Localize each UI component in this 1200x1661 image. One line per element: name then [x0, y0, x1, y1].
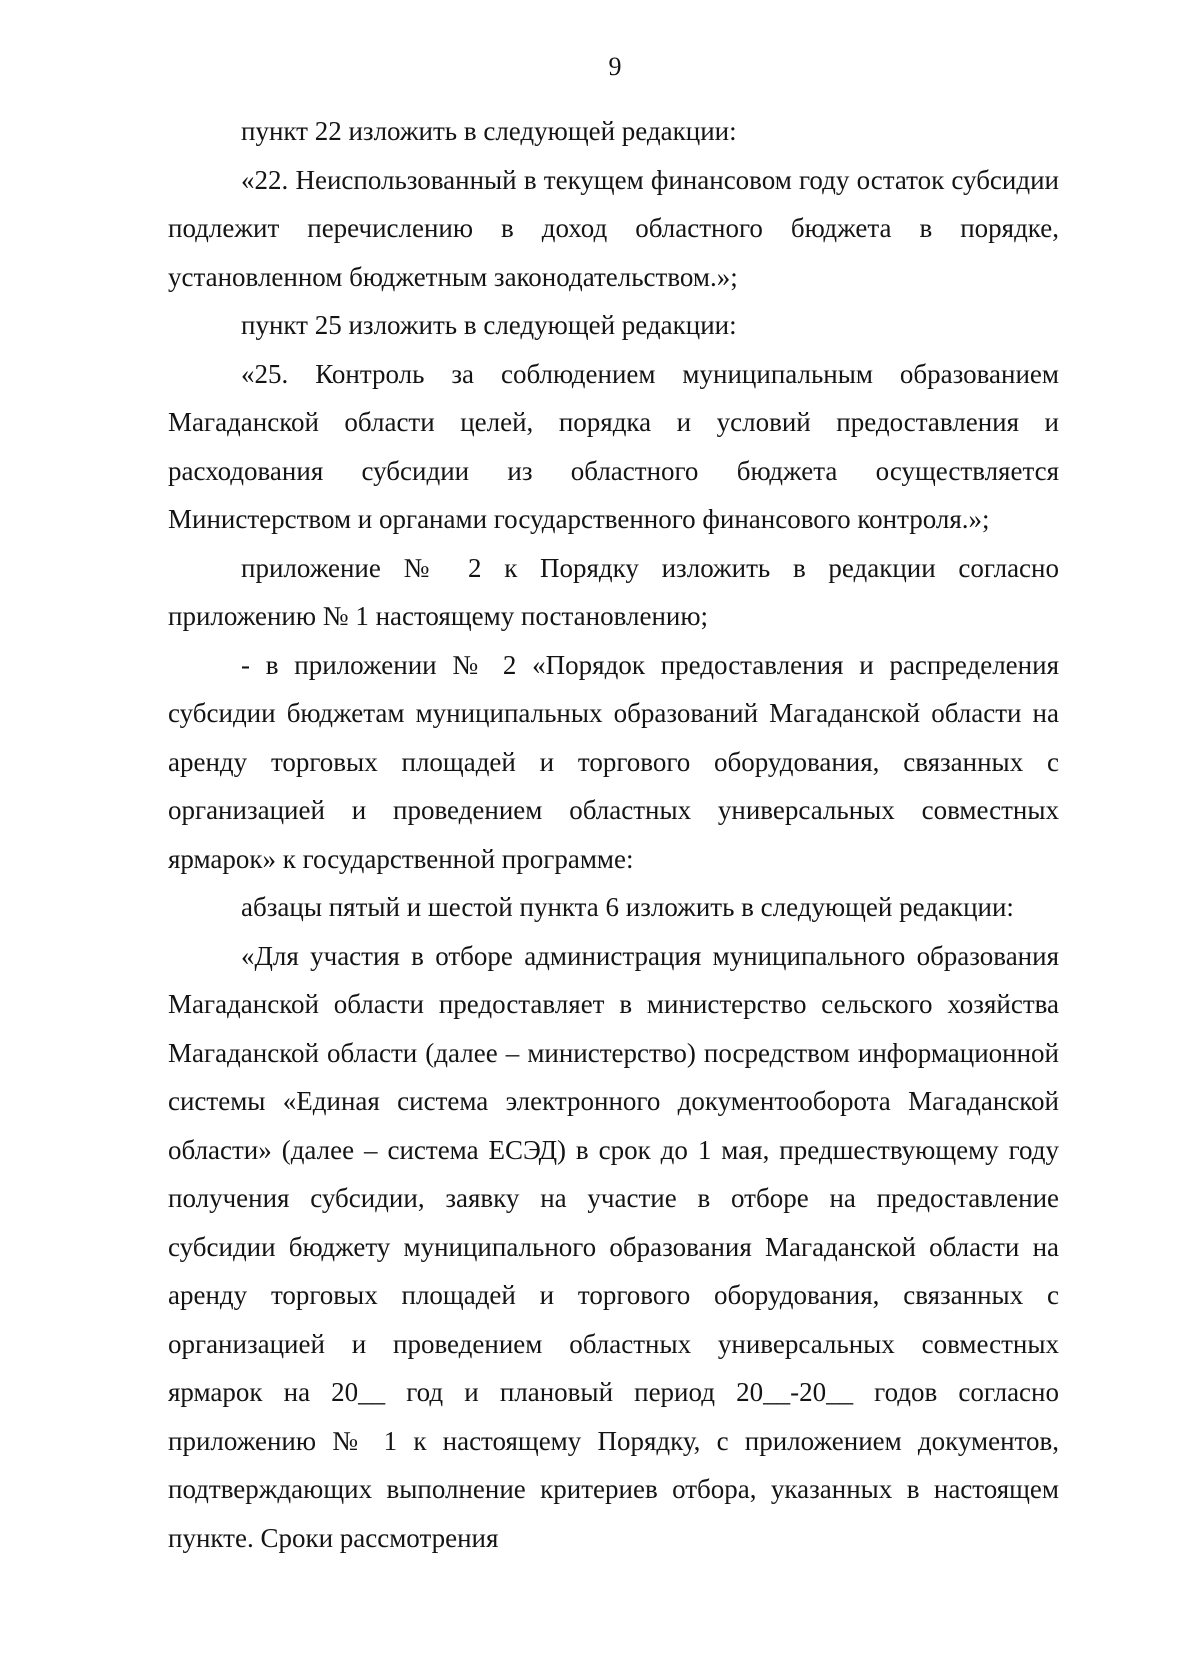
paragraph: «Для участия в отборе администрация муниципального образования Магаданской области предоставляет в министерство сельского хозяйства Магаданской области (далее – министерство) посредством информационной системы «Единая система электронного документооборота Магаданской области» (далее – система ЕСЭД) в срок до 1 мая, предшествующему году получения субсидии, заявку на участие в отборе на предоставление субсидии бюджету муниципального образования Магаданской области на аренду торговых площадей и торгового оборудования, связанных с организацией и проведением областных универсальных совместных ярмарок на 20__ год и плановый период 20__-20__ годов согласно приложению № 1 к настоящему Порядку, с приложением документов, подтверждающих выполнение критериев отбора, указанных в настоящем пункте. Сроки рассмотрения — [168, 940, 1059, 1553]
paragraph: «22. Неиспользованный в текущем финансовом году остаток субсидии подлежит перечислению в доход областного бюджета в порядке, установленном бюджетным законодательством.»; — [168, 164, 1059, 292]
paragraph: «25. Контроль за соблюдением муниципальным образованием Магаданской области целей, порядка и условий предоставления и расходования субсидии из областного бюджета осуществляется Министерством и органами государственного финансового контроля.»; — [168, 358, 1059, 534]
document-body — [168, 107, 1059, 1562]
paragraph: приложение № 2 к Порядку изложить в редакции согласно приложению № 1 настоящему постановлению; — [168, 552, 1059, 631]
paragraph: - в приложении № 2 «Порядок предоставления и распределения субсидии бюджетам муниципальных образований Магаданской области на аренду торговых площадей и торгового оборудования, связанных с организацией и проведением областных универсальных совместных ярмарок» к государственной программе: — [168, 649, 1059, 874]
paragraph: пункт 25 изложить в следующей редакции: — [241, 310, 737, 340]
page-number: 9 — [608, 52, 622, 81]
paragraph: абзацы пятый и шестой пункта 6 изложить в следующей редакции: — [241, 892, 1014, 922]
paragraph: пункт 22 изложить в следующей редакции: — [241, 116, 737, 146]
